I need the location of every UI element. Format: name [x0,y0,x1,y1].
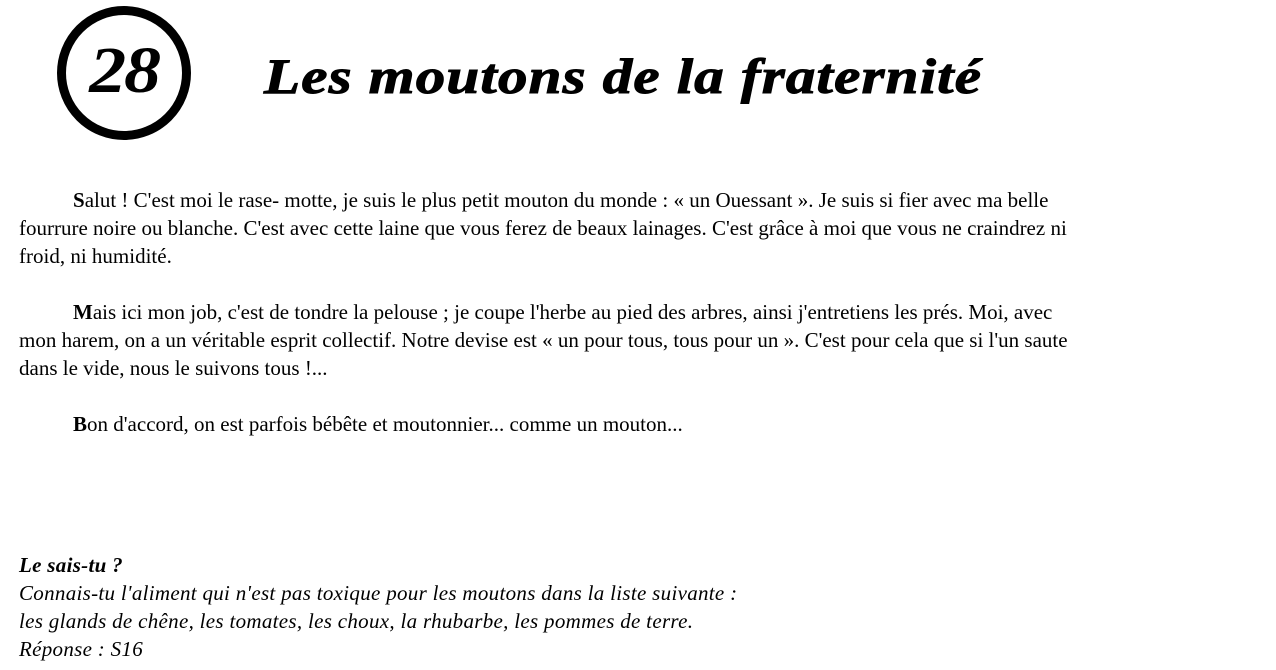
paragraph-2 [19,298,1094,382]
paragraph-text: on d'accord, on est parfois bébête et moutonnier... comme un mouton... [87,412,683,436]
page-title: Les moutons de la fraternité [264,48,983,104]
paragraph-text: ais ici mon job, c'est de tondre la pelouse ; je coupe l'herbe au pied des arbres, ainsi j'entretiens les prés. Moi, avec mon harem, on a un véritable esprit collectif. Notre devise est « un pour tous, tous pour un ». C'est pour cela que si l'un saute dans le vide, nous le suivons tous !... [19,300,1068,380]
paragraph-3 [19,410,1094,438]
page-header [0,0,1276,150]
story-body [19,186,1094,466]
paragraph-initial: M [73,300,93,324]
chapter-number-badge [57,6,191,140]
did-you-know-question: Connais-tu l'aliment qui n'est pas toxique pour les moutons dans la liste suivante : [19,581,738,605]
did-you-know-box [19,551,919,663]
paragraph-initial: B [73,412,88,436]
did-you-know-options: les glands de chêne, les tomates, les choux, la rhubarbe, les pommes de terre. [19,609,694,633]
chapter-number: 28 [89,34,159,107]
paragraph-text: alut ! C'est moi le rase- motte, je suis le plus petit mouton du monde : « un Ouessant ». Je suis si fier avec ma belle fourrure noire ou blanche. C'est avec cette laine que vous ferez de beaux lainages. C'est grâce à moi que vous ne craindrez ni froid, ni humidité. [19,188,1067,268]
paragraph-1 [19,186,1094,270]
paragraph-initial: S [73,188,85,212]
did-you-know-answer: Réponse : S16 [19,637,144,661]
did-you-know-title: Le sais-tu ? [19,553,123,577]
